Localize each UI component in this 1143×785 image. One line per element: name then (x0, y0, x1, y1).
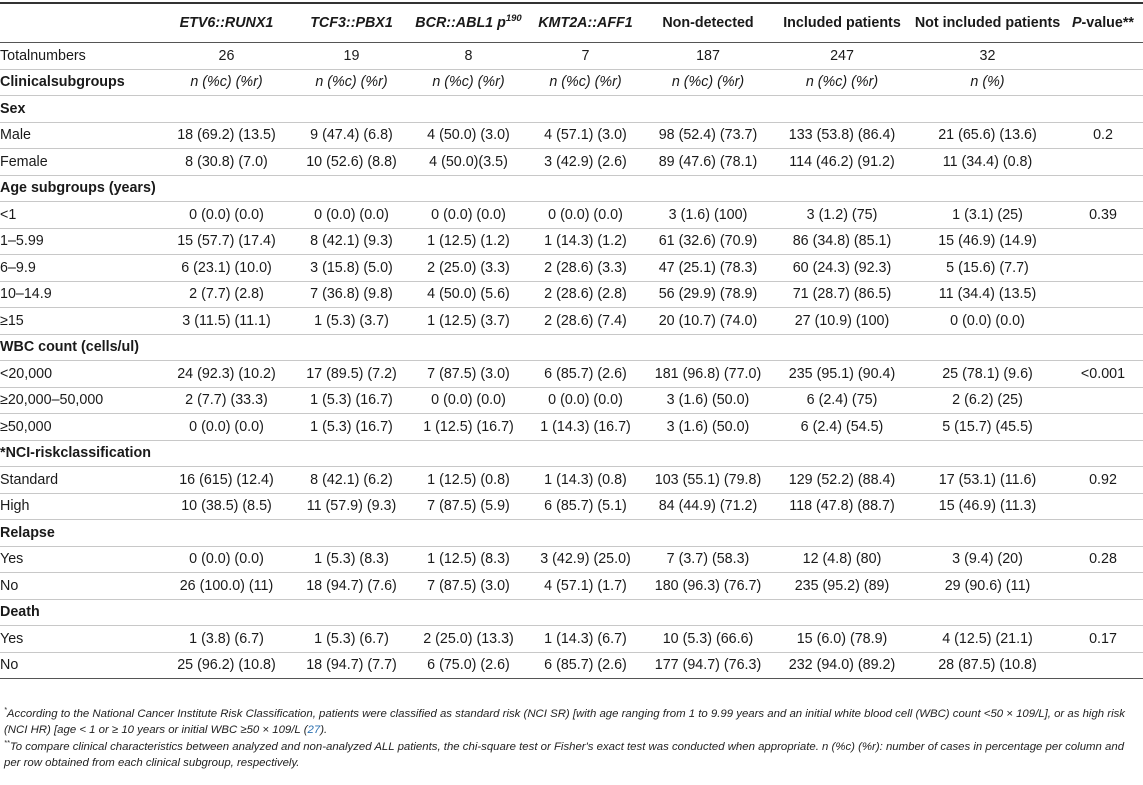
cell-included: 235 (95.1) (90.4) (772, 361, 912, 388)
cell-kmt2a-aff1: 3 (42.9) (2.6) (527, 149, 644, 176)
cell-p-value: 0.92 (1063, 467, 1143, 494)
cell-included: 12 (4.8) (80) (772, 546, 912, 573)
cell-bcr-abl1: 4 (50.0) (3.0) (410, 122, 527, 149)
section-row (0, 175, 1143, 202)
cell-tcf3-pbx1: 3 (15.8) (5.0) (293, 255, 410, 282)
cell-included: 6 (2.4) (54.5) (772, 414, 912, 441)
footnote-nci-mark: * (4, 705, 7, 715)
header-bcr-abl1 (410, 3, 527, 43)
cell-non-detected: 177 (94.7) (76.3) (644, 652, 772, 679)
cell-not-included: 3 (9.4) (20) (912, 546, 1063, 573)
cell-not-included: 17 (53.1) (11.6) (912, 467, 1063, 494)
row-label: ≥50,000 (0, 414, 160, 441)
row-label: 6–9.9 (0, 255, 160, 282)
cell-tcf3-pbx1: 1 (5.3) (8.3) (293, 546, 410, 573)
cell-p-value (1063, 493, 1143, 520)
cell-not-included: 1 (3.1) (25) (912, 202, 1063, 229)
table-row (0, 255, 1143, 282)
cell-tcf3-pbx1: 7 (36.8) (9.8) (293, 281, 410, 308)
cell-bcr-abl1: 6 (75.0) (2.6) (410, 652, 527, 679)
cell-p-value: <0.001 (1063, 361, 1143, 388)
cell-non-detected: 7 (3.7) (58.3) (644, 546, 772, 573)
cell-tcf3-pbx1: 1 (5.3) (6.7) (293, 626, 410, 653)
cell-etv6-runx1: 3 (11.5) (11.1) (160, 308, 293, 335)
row-label: Clinicalsubgroups (0, 69, 160, 96)
table-row (0, 493, 1143, 520)
cell-tcf3-pbx1: 18 (94.7) (7.6) (293, 573, 410, 600)
section-heading: WBC count (cells/ul) (0, 334, 1143, 361)
header-p-value (1063, 3, 1143, 43)
row-label: No (0, 652, 160, 679)
cell-non-detected: 10 (5.3) (66.6) (644, 626, 772, 653)
section-heading: Relapse (0, 520, 1143, 547)
cell-non-detected: 3 (1.6) (100) (644, 202, 772, 229)
cell-p-value: 0.2 (1063, 122, 1143, 149)
cell-bcr-abl1: 1 (12.5) (16.7) (410, 414, 527, 441)
footnotes (4, 706, 1140, 772)
table-row (0, 467, 1143, 494)
cell-kmt2a-aff1: 6 (85.7) (5.1) (527, 493, 644, 520)
cell-kmt2a-aff1: n (%c) (%r) (527, 69, 644, 96)
cell-included: 232 (94.0) (89.2) (772, 652, 912, 679)
row-label: ≥15 (0, 308, 160, 335)
cell-bcr-abl1: 1 (12.5) (8.3) (410, 546, 527, 573)
cell-p-value (1063, 573, 1143, 600)
cell-included: 15 (6.0) (78.9) (772, 626, 912, 653)
table-row (0, 228, 1143, 255)
row-label: Female (0, 149, 160, 176)
table-row (0, 361, 1143, 388)
cell-kmt2a-aff1: 7 (581, 47, 590, 64)
table-row (0, 573, 1143, 600)
row-label: ≥20,000–50,000 (0, 387, 160, 414)
cell-included: 133 (53.8) (86.4) (772, 122, 912, 149)
cell-kmt2a-aff1: 2 (28.6) (3.3) (527, 255, 644, 282)
header-not-included-patients: Not included patients (912, 3, 1063, 43)
cell-p-value: 0.17 (1063, 626, 1143, 653)
table-row (0, 122, 1143, 149)
section-heading: Sex (0, 96, 1143, 123)
row-label: <1 (0, 202, 160, 229)
cell-kmt2a-aff1: 0 (0.0) (0.0) (527, 202, 644, 229)
row-label: Standard (0, 467, 160, 494)
cell-not-included: 21 (65.6) (13.6) (912, 122, 1063, 149)
cell-bcr-abl1: 1 (12.5) (3.7) (410, 308, 527, 335)
table-row (0, 69, 1143, 96)
cell-included: 114 (46.2) (91.2) (772, 149, 912, 176)
cell-non-detected: 84 (44.9) (71.2) (644, 493, 772, 520)
table-row (0, 281, 1143, 308)
cell-bcr-abl1: 1 (12.5) (1.2) (410, 228, 527, 255)
cell-kmt2a-aff1: 1 (14.3) (16.7) (527, 414, 644, 441)
cell-tcf3-pbx1: 1 (5.3) (16.7) (293, 414, 410, 441)
cell-included: 247 (830, 47, 854, 64)
section-row (0, 96, 1143, 123)
cell-etv6-runx1: 15 (57.7) (17.4) (160, 228, 293, 255)
footnote-nci (4, 706, 1140, 738)
cell-tcf3-pbx1: n (%c) (%r) (293, 69, 410, 96)
section-row (0, 334, 1143, 361)
cell-included: n (%c) (%r) (772, 69, 912, 96)
cell-p-value (1063, 69, 1143, 96)
cell-tcf3-pbx1: 19 (343, 47, 360, 64)
section-heading: *NCI-riskclassification (0, 440, 1143, 467)
cell-non-detected: 180 (96.3) (76.7) (644, 573, 772, 600)
cell-included: 27 (10.9) (100) (772, 308, 912, 335)
table-row (0, 652, 1143, 679)
cell-etv6-runx1: 18 (69.2) (13.5) (160, 122, 293, 149)
footnote-pvalue (4, 739, 1140, 771)
cell-bcr-abl1: 0 (0.0) (0.0) (410, 202, 527, 229)
cell-etv6-runx1: 0 (0.0) (0.0) (160, 546, 293, 573)
header-bcr-abl1-text: BCR::ABL1 p (415, 15, 506, 31)
section-row (0, 440, 1143, 467)
cell-not-included: 4 (12.5) (21.1) (912, 626, 1063, 653)
section-row (0, 599, 1143, 626)
cell-p-value (1063, 228, 1143, 255)
cell-non-detected: n (%c) (%r) (644, 69, 772, 96)
footnote-pvalue-mark: ** (4, 738, 10, 748)
cell-etv6-runx1: 10 (38.5) (8.5) (160, 493, 293, 520)
cell-non-detected: 47 (25.1) (78.3) (644, 255, 772, 282)
row-label: High (0, 493, 160, 520)
cell-not-included: 29 (90.6) (11) (912, 573, 1063, 600)
cell-etv6-runx1: 24 (92.3) (10.2) (160, 361, 293, 388)
cell-bcr-abl1: 8 (464, 47, 473, 64)
section-heading: Death (0, 599, 1143, 626)
cell-p-value (1063, 255, 1143, 282)
cell-tcf3-pbx1: 1 (5.3) (3.7) (293, 308, 410, 335)
cell-kmt2a-aff1: 0 (0.0) (0.0) (527, 387, 644, 414)
cell-kmt2a-aff1: 1 (14.3) (6.7) (527, 626, 644, 653)
table-row (0, 149, 1143, 176)
cell-etv6-runx1: 0 (0.0) (0.0) (160, 414, 293, 441)
header-included-patients: Included patients (772, 3, 912, 43)
cell-non-detected: 56 (29.9) (78.9) (644, 281, 772, 308)
cell-p-value (1063, 387, 1143, 414)
cell-non-detected: 181 (96.8) (77.0) (644, 361, 772, 388)
cell-kmt2a-aff1: 2 (28.6) (7.4) (527, 308, 644, 335)
cell-tcf3-pbx1: 9 (47.4) (6.8) (293, 122, 410, 149)
cell-not-included: 11 (34.4) (0.8) (912, 149, 1063, 176)
row-label: 1–5.99 (0, 228, 160, 255)
footnote-nci-ref-link[interactable]: 27 (307, 724, 321, 736)
cell-not-included: 5 (15.6) (7.7) (912, 255, 1063, 282)
cell-tcf3-pbx1: 18 (94.7) (7.7) (293, 652, 410, 679)
cell-kmt2a-aff1: 6 (85.7) (2.6) (527, 652, 644, 679)
table-row (0, 387, 1143, 414)
cell-etv6-runx1: 6 (23.1) (10.0) (160, 255, 293, 282)
table-row (0, 43, 1143, 70)
cell-bcr-abl1: 2 (25.0) (13.3) (410, 626, 527, 653)
row-label: Yes (0, 626, 160, 653)
row-label: Male (0, 122, 160, 149)
row-label: 10–14.9 (0, 281, 160, 308)
cell-non-detected: 98 (52.4) (73.7) (644, 122, 772, 149)
cell-non-detected: 187 (696, 47, 720, 64)
cell-p-value (1063, 281, 1143, 308)
cell-bcr-abl1: 7 (87.5) (3.0) (410, 361, 527, 388)
cell-etv6-runx1: n (%c) (%r) (160, 69, 293, 96)
cell-kmt2a-aff1: 1 (14.3) (1.2) (527, 228, 644, 255)
table-row (0, 546, 1143, 573)
cell-etv6-runx1: 1 (3.8) (6.7) (160, 626, 293, 653)
cell-not-included: 0 (0.0) (0.0) (912, 308, 1063, 335)
cell-bcr-abl1: 4 (50.0) (5.6) (410, 281, 527, 308)
row-label: Yes (0, 546, 160, 573)
row-label: No (0, 573, 160, 600)
cell-non-detected: 20 (10.7) (74.0) (644, 308, 772, 335)
cell-bcr-abl1: 7 (87.5) (3.0) (410, 573, 527, 600)
header-etv6-runx1: ETV6::RUNX1 (160, 3, 293, 43)
section-heading: Age subgroups (years) (0, 175, 1143, 202)
cell-non-detected: 3 (1.6) (50.0) (644, 387, 772, 414)
cell-kmt2a-aff1: 1 (14.3) (0.8) (527, 467, 644, 494)
cell-p-value (1063, 149, 1143, 176)
header-bcr-abl1-sup: 190 (505, 13, 522, 25)
cell-tcf3-pbx1: 17 (89.5) (7.2) (293, 361, 410, 388)
cell-bcr-abl1: 4 (50.0)(3.5) (410, 149, 527, 176)
cell-not-included: 32 (979, 47, 996, 64)
header-p-value-rest: -value** (1081, 15, 1134, 31)
cell-etv6-runx1: 2 (7.7) (2.8) (160, 281, 293, 308)
cell-kmt2a-aff1: 4 (57.1) (3.0) (527, 122, 644, 149)
row-label: Totalnumbers (0, 47, 86, 64)
section-row (0, 520, 1143, 547)
table-row (0, 308, 1143, 335)
cell-tcf3-pbx1: 10 (52.6) (8.8) (293, 149, 410, 176)
cell-included: 60 (24.3) (92.3) (772, 255, 912, 282)
table-row (0, 414, 1143, 441)
cell-tcf3-pbx1: 8 (42.1) (6.2) (293, 467, 410, 494)
cell-kmt2a-aff1: 6 (85.7) (2.6) (527, 361, 644, 388)
cell-included: 129 (52.2) (88.4) (772, 467, 912, 494)
row-label: <20,000 (0, 361, 160, 388)
table-row (0, 626, 1143, 653)
cell-included: 118 (47.8) (88.7) (772, 493, 912, 520)
cell-p-value (1063, 308, 1143, 335)
clinical-characteristics-table (0, 2, 1143, 679)
table-row (0, 202, 1143, 229)
cell-non-detected: 103 (55.1) (79.8) (644, 467, 772, 494)
header-label-cell (0, 3, 160, 43)
cell-not-included: 11 (34.4) (13.5) (912, 281, 1063, 308)
cell-tcf3-pbx1: 8 (42.1) (9.3) (293, 228, 410, 255)
header-p-value-p: P (1072, 15, 1082, 31)
footnote-nci-end: ). (320, 724, 328, 736)
cell-bcr-abl1: n (%c) (%r) (410, 69, 527, 96)
cell-not-included: 28 (87.5) (10.8) (912, 652, 1063, 679)
cell-not-included: 15 (46.9) (14.9) (912, 228, 1063, 255)
cell-etv6-runx1: 25 (96.2) (10.8) (160, 652, 293, 679)
cell-tcf3-pbx1: 11 (57.9) (9.3) (293, 493, 410, 520)
cell-bcr-abl1: 2 (25.0) (3.3) (410, 255, 527, 282)
cell-p-value: 0.39 (1063, 202, 1143, 229)
cell-not-included: 5 (15.7) (45.5) (912, 414, 1063, 441)
cell-non-detected: 89 (47.6) (78.1) (644, 149, 772, 176)
header-kmt2a-aff1: KMT2A::AFF1 (527, 3, 644, 43)
header-tcf3-pbx1: TCF3::PBX1 (293, 3, 410, 43)
header-row (0, 3, 1143, 43)
cell-not-included: 25 (78.1) (9.6) (912, 361, 1063, 388)
cell-tcf3-pbx1: 1 (5.3) (16.7) (293, 387, 410, 414)
cell-p-value (1063, 414, 1143, 441)
cell-not-included: 15 (46.9) (11.3) (912, 493, 1063, 520)
cell-included: 235 (95.2) (89) (772, 573, 912, 600)
cell-p-value: 0.28 (1063, 546, 1143, 573)
cell-etv6-runx1: 8 (30.8) (7.0) (160, 149, 293, 176)
cell-included: 71 (28.7) (86.5) (772, 281, 912, 308)
cell-etv6-runx1: 26 (218, 47, 235, 64)
cell-included: 3 (1.2) (75) (772, 202, 912, 229)
cell-included: 6 (2.4) (75) (772, 387, 912, 414)
cell-bcr-abl1: 0 (0.0) (0.0) (410, 387, 527, 414)
cell-non-detected: 3 (1.6) (50.0) (644, 414, 772, 441)
cell-etv6-runx1: 0 (0.0) (0.0) (160, 202, 293, 229)
cell-kmt2a-aff1: 4 (57.1) (1.7) (527, 573, 644, 600)
cell-etv6-runx1: 26 (100.0) (11) (160, 573, 293, 600)
footnote-pvalue-text: To compare clinical characteristics between analyzed and non-analyzed ALL patients, the chi-square test or Fisher's exact test was conducted when appropriate. n (%c) (%r): number of cases in percentage per column and per row obtained from each clinical subgroup, respectively. (4, 741, 1125, 769)
cell-kmt2a-aff1: 2 (28.6) (2.8) (527, 281, 644, 308)
cell-tcf3-pbx1: 0 (0.0) (0.0) (293, 202, 410, 229)
footnote-nci-text: According to the National Cancer Institute Risk Classification, patients were classified as standard risk (NCI SR) [with age ranging from 1 to 9.99 years and an initial white blood cell (WBC) count <50 × 109/L], or as high risk (NCI HR) [age < 1 or ≥ 10 years or initial WBC ≥50 × 109/L ( (4, 708, 1126, 736)
cell-etv6-runx1: 2 (7.7) (33.3) (160, 387, 293, 414)
cell-p-value (1063, 43, 1143, 70)
cell-kmt2a-aff1: 3 (42.9) (25.0) (527, 546, 644, 573)
cell-not-included: 2 (6.2) (25) (912, 387, 1063, 414)
header-non-detected: Non-detected (644, 3, 772, 43)
table-body (0, 43, 1143, 679)
cell-not-included: n (%) (912, 69, 1063, 96)
cell-bcr-abl1: 1 (12.5) (0.8) (410, 467, 527, 494)
cell-p-value (1063, 652, 1143, 679)
cell-included: 86 (34.8) (85.1) (772, 228, 912, 255)
cell-non-detected: 61 (32.6) (70.9) (644, 228, 772, 255)
cell-bcr-abl1: 7 (87.5) (5.9) (410, 493, 527, 520)
cell-etv6-runx1: 16 (615) (12.4) (160, 467, 293, 494)
